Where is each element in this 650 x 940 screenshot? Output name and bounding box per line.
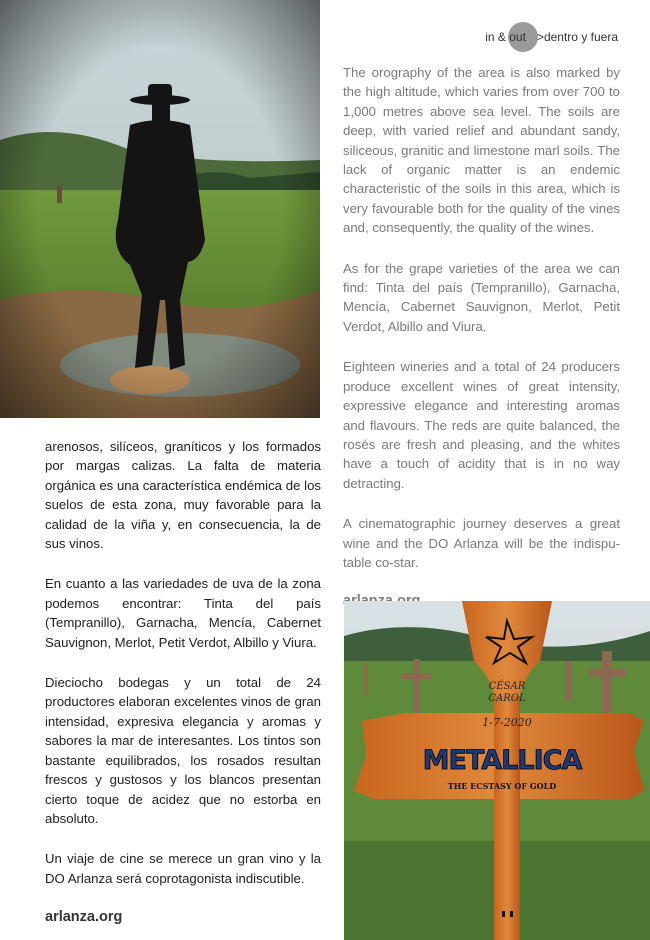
cross-album: THE ECSTASY OF GOLD	[447, 781, 557, 791]
english-paragraph: A cinematographic journey deserves a great wine and the DO Arlanza will be the indispu-table co-star.	[343, 516, 620, 570]
website-link-es[interactable]: arlanza.org	[45, 909, 123, 926]
cross-name-line1: CÉSAR	[488, 681, 526, 692]
cross-date: 1-7-2020	[482, 716, 532, 729]
english-paragraph: The orography of the area is also marked by the high altitude, which varies from over 700 to 1,000 metres above sea level. The soils are deep, with varied relief and abundant sandy, siliceous, granitic and limestone marl soils. The lack of organic matter is an endemic characteristic of the soils in this area, which is very favourable both for the quality of the vines and, consequently, the quality of the wines.	[343, 65, 620, 236]
metallica-grave-cross-photo	[344, 601, 650, 940]
cross-name-line2: CAROL	[488, 693, 526, 704]
cowboy-silhouette-photo	[0, 0, 320, 418]
spanish-paragraph: En cuanto a las variedades de uva de la zona podemos encontrar: Tinta del país (Tempranillo), Garnacha, Mencía, Cabernet Sauvignon, Merlot, Petit Verdot, Albillo y Viura.	[45, 576, 321, 650]
spanish-paragraph: Un viaje de cine se merece un gran vino y la DO Arlanza será coprotagonista indiscutible.	[45, 851, 321, 886]
section-separator: >	[536, 30, 544, 44]
section-header	[485, 22, 618, 52]
spanish-paragraph: arenosos, silíceos, graníticos y los formados por margas calizas. La falta de materia orgánica es una característica endémica de los suelos de esta zona, muy favorable para la calidad de la viña y, en consecuencia, la de sus vinos.	[45, 439, 321, 552]
spanish-paragraph: Dieciocho bodegas y un total de 24 productores elaboran excelentes vinos de gran intensidad, expresiva elegancia y aromas y sabores la mar de interesantes. Los tintos son bastante equilibrados, los rosados resultan frescos y gustosos y los blancos presentan cierto toque de acidez que no estorba en absoluto.	[45, 675, 321, 826]
spanish-column	[45, 437, 321, 925]
cross-band-logo: METALLICA	[422, 745, 582, 776]
section-label-en: in & out	[485, 30, 526, 44]
english-paragraph: As for the grape varieties of the area we can find: Tinta del país (Tempranillo), Garnacha, Mencía, Cabernet Sauvignon, Merlot, Petit Verdot, Albillo and Viura.	[343, 260, 620, 334]
english-paragraph: Eighteen wineries and a total of 24 producers produce excellent wines of great intensity, expressive elegance and interesting aromas and flavours. The reds are quite balanced, the rosés are fresh and pleasing, and the whites have a touch of acidity that is in no way detracting.	[343, 359, 620, 491]
section-label-es: dentro y fuera	[543, 30, 618, 44]
english-column	[343, 63, 620, 609]
